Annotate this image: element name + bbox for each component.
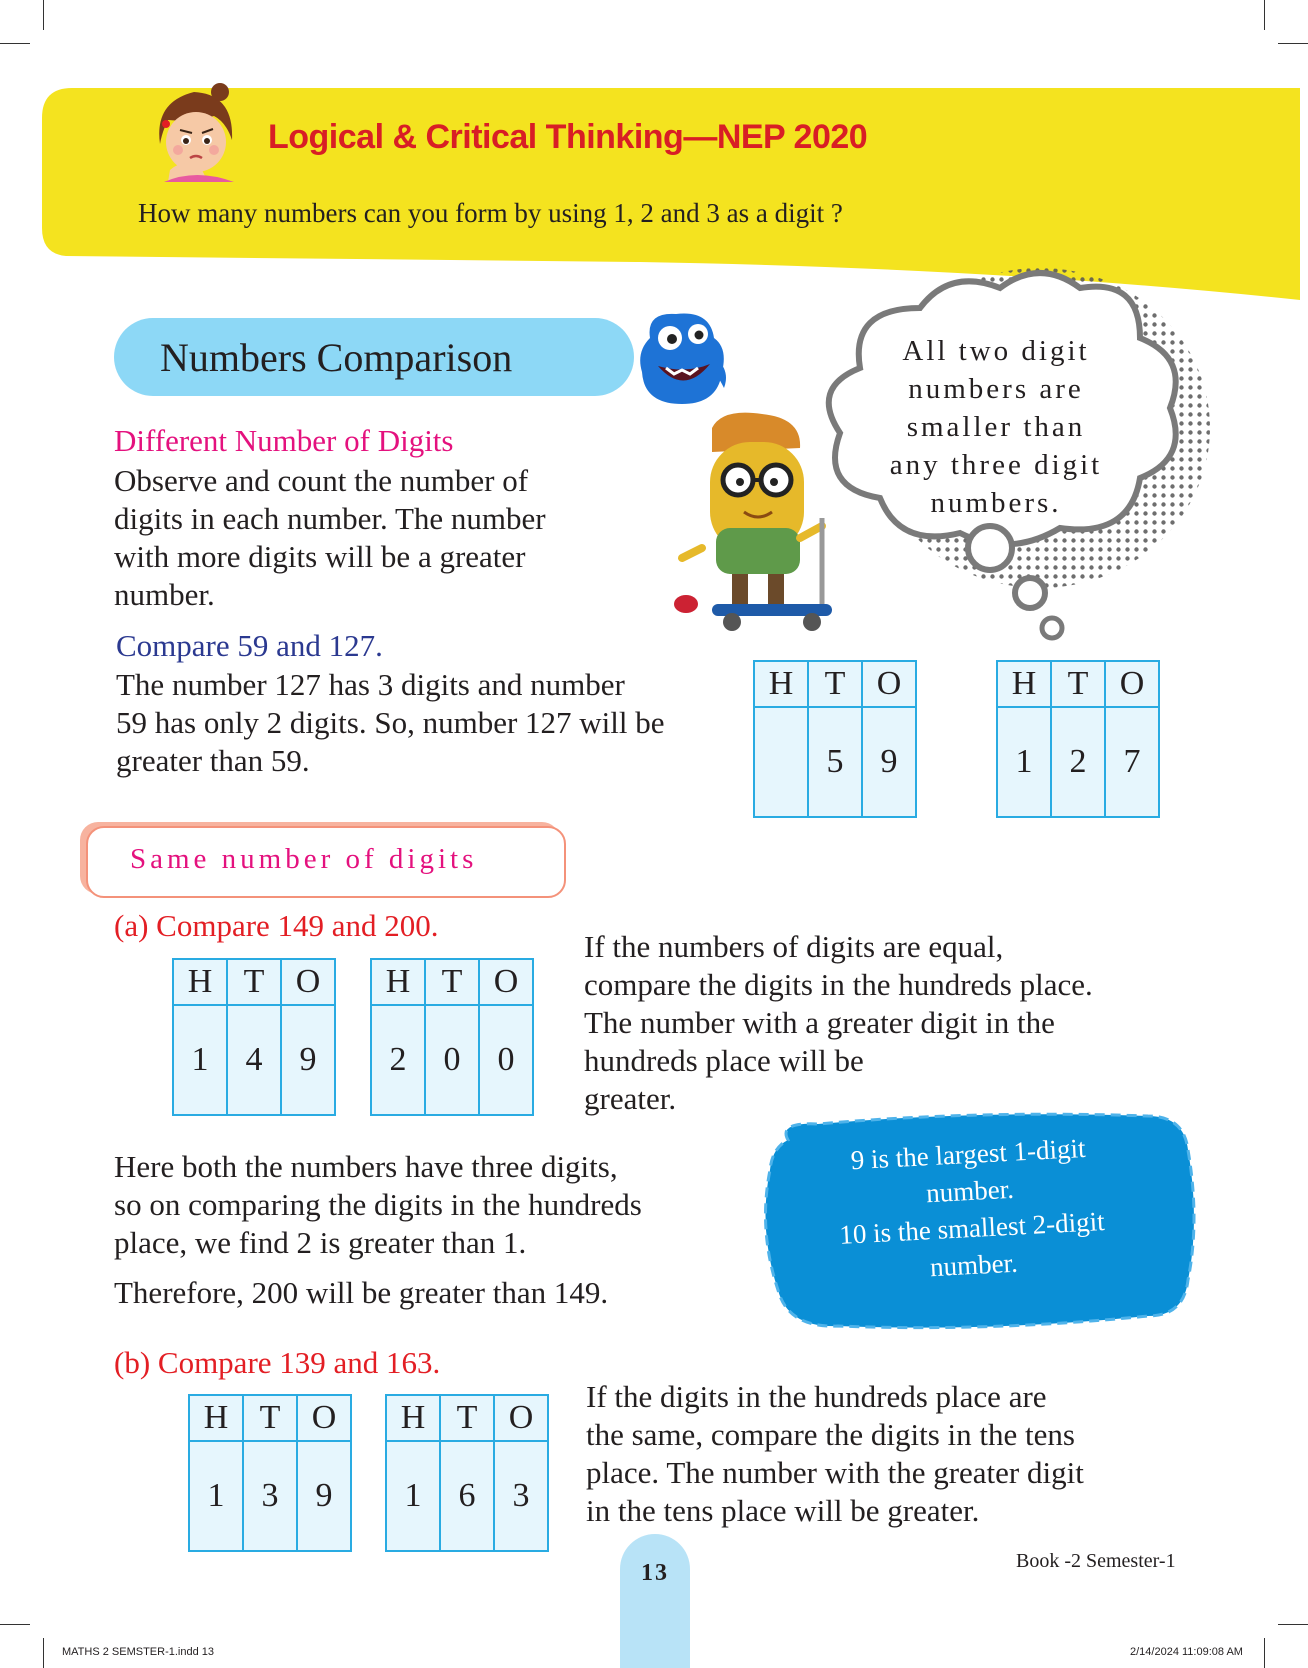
section-title: Numbers Comparison bbox=[160, 335, 513, 380]
paragraph-line: Here both the numbers have three digits, bbox=[114, 1149, 618, 1184]
paragraph-line: compare the digits in the hundreds place. bbox=[584, 967, 1093, 1002]
tens-header: T bbox=[440, 1395, 494, 1441]
nep-title: Logical & Critical Thinking—NEP 2020 bbox=[268, 118, 868, 156]
ones-digit: 9 bbox=[297, 1441, 351, 1551]
tens-header: T bbox=[1051, 661, 1105, 707]
tens-digit: 0 bbox=[425, 1005, 479, 1115]
place-value-table-200 bbox=[370, 958, 534, 1116]
hundreds-header: H bbox=[754, 661, 808, 707]
paragraph-line: The number 127 has 3 digits and number bbox=[116, 667, 625, 702]
paragraph-line: Observe and count the number of bbox=[114, 463, 529, 498]
ones-digit: 3 bbox=[494, 1441, 548, 1551]
hundreds-digit: 1 bbox=[386, 1441, 440, 1551]
tens-digit: 6 bbox=[440, 1441, 494, 1551]
hundreds-digit: 1 bbox=[189, 1441, 243, 1551]
paragraph-line: with more digits will be a greater bbox=[114, 539, 526, 574]
fact-line: number. bbox=[925, 1173, 1015, 1209]
paragraph-line: 59 has only 2 digits. So, number 127 will be bbox=[116, 705, 665, 740]
paragraph-line: greater than 59. bbox=[116, 743, 310, 778]
hundreds-header: H bbox=[386, 1395, 440, 1441]
page-number: 13 bbox=[641, 1560, 669, 1586]
paragraph-line: place, we find 2 is greater than 1. bbox=[114, 1225, 527, 1260]
tens-digit: 5 bbox=[808, 707, 862, 817]
place-value-table-149 bbox=[172, 958, 336, 1116]
tens-header: T bbox=[808, 661, 862, 707]
hundreds-digit: 2 bbox=[371, 1005, 425, 1115]
crop-mark bbox=[43, 1638, 44, 1668]
paragraph-line: place. The number with the greater digit bbox=[586, 1455, 1084, 1490]
paragraph-line: If the digits in the hundreds place are bbox=[586, 1379, 1047, 1414]
nep-question: How many numbers can you form by using 1, 2 and 3 as a digit ? bbox=[138, 198, 843, 228]
book-label: Book -2 Semester-1 bbox=[1016, 1550, 1176, 1572]
thought-line: any three digit bbox=[889, 449, 1103, 481]
paragraph-line: digits in each number. The number bbox=[114, 501, 546, 536]
ones-digit: 7 bbox=[1105, 707, 1159, 817]
thought-line: All two digit bbox=[902, 335, 1090, 367]
compare-59-127-heading: Compare 59 and 127. bbox=[116, 628, 383, 663]
compare-149-200-heading: (a) Compare 149 and 200. bbox=[114, 908, 439, 943]
fact-line: 9 is the largest 1-digit bbox=[849, 1132, 1087, 1176]
paragraph-line: greater. bbox=[584, 1081, 677, 1116]
hundreds-header: H bbox=[997, 661, 1051, 707]
thinking-girl-icon bbox=[150, 82, 242, 182]
tens-header: T bbox=[227, 959, 281, 1005]
thought-bubble-text bbox=[846, 332, 1146, 522]
same-digits-heading: Same number of digits bbox=[130, 843, 478, 875]
print-slug-file: MATHS 2 SEMSTER-1.indd 13 bbox=[62, 1646, 215, 1658]
hundreds-header: H bbox=[173, 959, 227, 1005]
tens-digit: 4 bbox=[227, 1005, 281, 1115]
ones-digit: 9 bbox=[862, 707, 916, 817]
scooter-character-illustration bbox=[672, 408, 842, 638]
thought-line: numbers are bbox=[908, 373, 1084, 405]
tens-digit: 2 bbox=[1051, 707, 1105, 817]
compare-59-127-paragraph bbox=[116, 666, 736, 780]
conclusion-text: Therefore, 200 will be greater than 149. bbox=[114, 1275, 609, 1310]
place-value-table-59 bbox=[753, 660, 917, 818]
different-digits-paragraph bbox=[114, 462, 654, 614]
thought-line: smaller than bbox=[906, 411, 1086, 443]
paragraph-line: hundreds place will be bbox=[584, 1043, 864, 1078]
ones-header: O bbox=[479, 959, 533, 1005]
thought-line: numbers. bbox=[930, 487, 1062, 519]
compare-139-163-heading: (b) Compare 139 and 163. bbox=[114, 1345, 441, 1380]
ones-header: O bbox=[494, 1395, 548, 1441]
print-slug-date: 2/14/2024 11:09:08 AM bbox=[1130, 1646, 1243, 1658]
ones-header: O bbox=[281, 959, 335, 1005]
place-value-table-127 bbox=[996, 660, 1160, 818]
page-number-tab bbox=[620, 1534, 690, 1668]
ones-header: O bbox=[1105, 661, 1159, 707]
explanation-paragraph bbox=[114, 1148, 754, 1262]
paragraph-line: in the tens place will be greater. bbox=[586, 1493, 980, 1528]
paragraph-line: The number with a greater digit in the bbox=[584, 1005, 1055, 1040]
crop-mark bbox=[1278, 1624, 1308, 1625]
hundreds-rule-paragraph bbox=[584, 928, 1204, 1118]
crop-mark bbox=[1264, 1638, 1265, 1668]
tens-digit: 3 bbox=[243, 1441, 297, 1551]
tens-rule-paragraph bbox=[586, 1378, 1206, 1530]
paragraph-line: If the numbers of digits are equal, bbox=[584, 929, 1004, 964]
different-digits-heading: Different Number of Digits bbox=[114, 423, 454, 458]
fact-line: 10 is the smallest 2-digit bbox=[838, 1206, 1106, 1250]
hundreds-digit: 1 bbox=[997, 707, 1051, 817]
tens-header: T bbox=[243, 1395, 297, 1441]
tens-header: T bbox=[425, 959, 479, 1005]
paragraph-line: so on comparing the digits in the hundreds bbox=[114, 1187, 642, 1222]
ones-header: O bbox=[862, 661, 916, 707]
hundreds-header: H bbox=[189, 1395, 243, 1441]
ones-digit: 0 bbox=[479, 1005, 533, 1115]
hundreds-header: H bbox=[371, 959, 425, 1005]
crop-mark bbox=[0, 1624, 30, 1625]
blue-monster-icon bbox=[630, 308, 734, 408]
hundreds-digit bbox=[754, 707, 808, 817]
fact-line: number. bbox=[929, 1247, 1019, 1283]
ones-header: O bbox=[297, 1395, 351, 1441]
paragraph-line: number. bbox=[114, 577, 215, 612]
place-value-table-139 bbox=[188, 1394, 352, 1552]
hundreds-digit: 1 bbox=[173, 1005, 227, 1115]
paragraph-line: the same, compare the digits in the tens bbox=[586, 1417, 1075, 1452]
ones-digit: 9 bbox=[281, 1005, 335, 1115]
place-value-table-163 bbox=[385, 1394, 549, 1552]
fact-box-text bbox=[782, 1126, 1159, 1293]
